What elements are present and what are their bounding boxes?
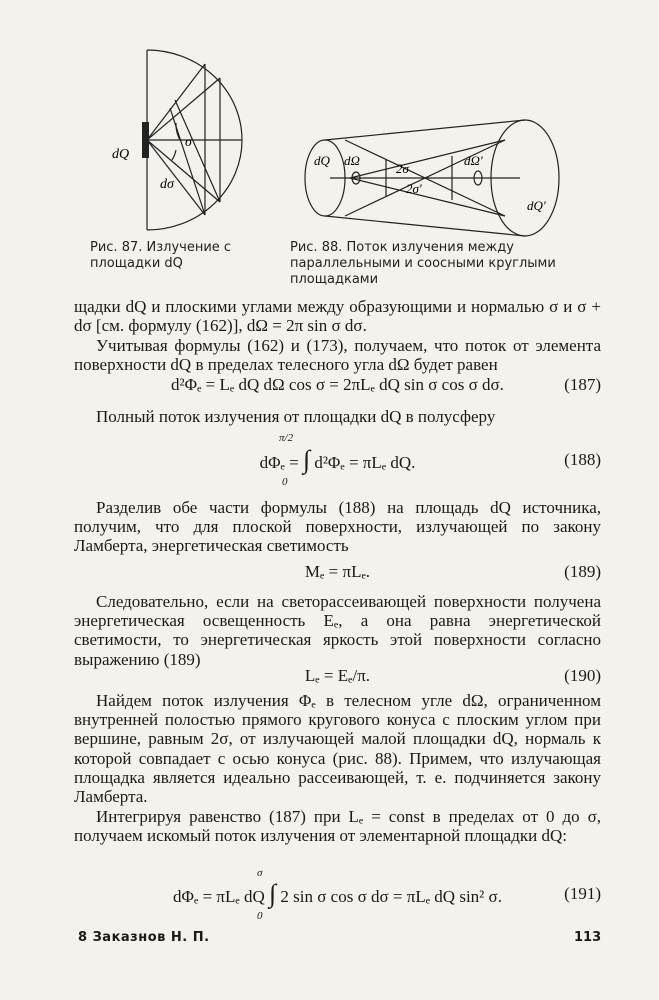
fig88-diagram — [305, 120, 559, 236]
paragraph-7 — [74, 807, 601, 845]
integral-sign-icon: ∫ — [269, 879, 277, 908]
fig88-label-2sigma: 2σ — [396, 161, 409, 176]
paragraph-6 — [74, 691, 601, 806]
paragraph-5 — [74, 592, 601, 669]
integral-sign-icon: ∫ — [302, 445, 311, 474]
paragraph-4-text: Разделив обе части формулы (188) на площадь dQ источника, получим, что для плоской поверхности, излучающей по закону Ламберта, энергетическая светимость — [74, 498, 601, 556]
equation-191-left: dΦₑ = πLₑ dQ — [173, 887, 265, 906]
equation-187 — [74, 373, 601, 397]
fig88-label-dq-prime: dQ' — [527, 198, 546, 213]
equation-191-body — [74, 879, 601, 909]
equation-188-right: d²Φₑ = πLₑ dQ. — [314, 453, 416, 472]
paragraph-1 — [74, 297, 601, 335]
equation-189 — [74, 560, 601, 584]
fig88-label-domega: dΩ — [344, 153, 360, 168]
equation-188-left: dΦₑ = — [259, 453, 299, 472]
footer-signature: 8 Заказнов Н. П. — [78, 930, 210, 945]
paragraph-2-text: Учитывая формулы (162) и (173), получаем, что поток от элемента поверхности dQ в пределах телесного угла dΩ будет равен — [74, 336, 601, 375]
equation-188 — [74, 432, 601, 488]
fig87-caption: Рис. 87. Излучение с площадки dQ — [90, 240, 232, 271]
equation-188-body — [74, 445, 601, 475]
paragraph-7-text: Интегрируя равенство (187) при Lₑ = const в пределах от 0 до σ, получаем искомый поток излучения от элементарной площадки dQ: — [74, 807, 601, 846]
equation-188-number: (188) — [564, 450, 601, 469]
fig88-caption: Рис. 88. Поток излучения между параллельными и соосными круглыми площадками — [290, 240, 556, 287]
equation-191-right: 2 sin σ cos σ dσ = πLₑ dQ sin² σ. — [280, 887, 502, 906]
paragraph-2 — [74, 336, 601, 374]
page-number: 113 — [574, 930, 602, 945]
equation-191-upper-limit: σ — [257, 867, 263, 879]
fig88-label-dq: dQ — [314, 153, 330, 168]
equation-188-upper-limit: π/2 — [279, 432, 294, 444]
equation-191-lower-limit: 0 — [257, 910, 263, 922]
paragraph-3-text: Полный поток излучения от площадки dQ в полусферу — [96, 407, 496, 426]
fig88-label-domega-prime: dΩ' — [464, 153, 483, 168]
equation-190 — [74, 664, 601, 688]
equation-188-lower-limit: 0 — [282, 476, 288, 488]
fig87-diagram — [142, 50, 242, 230]
equation-189-body: Mₑ = πLₑ. — [304, 562, 371, 581]
paragraph-3 — [74, 407, 601, 426]
paragraph-5-text: Следовательно, если на светорассеивающей поверхности получена энергетическая освещенность Eₑ, а она равна энергетической светимости, то энергетическая яркость этой поверхности согласно выражению (189) — [74, 592, 601, 669]
paragraph-1-text: щадки dQ и плоскими углами между образующими и нормалью σ и σ + dσ [см. формулу (162)], dΩ = 2π sin σ dσ. — [74, 297, 601, 336]
fig87-label-dsigma: dσ — [160, 177, 174, 192]
paragraph-4 — [74, 498, 601, 556]
equation-191-number: (191) — [564, 884, 601, 903]
fig87-label-dq: dQ — [112, 147, 130, 162]
equation-191 — [74, 867, 601, 922]
equation-190-body: Lₑ = Eₑ/π. — [304, 666, 371, 685]
equation-187-body: d²Φₑ = Lₑ dQ dΩ cos σ = 2πLₑ dQ sin σ cos σ dσ. — [171, 375, 504, 394]
fig87-label-sigma: σ — [185, 135, 192, 150]
paragraph-6-text: Найдем поток излучения Φₑ в телесном угле dΩ, ограниченном внутренней полостью прямого кругового конуса с плоским углом при вершине, равным 2σ, от излучающей малой площадки dQ, нормаль к которой совпадает с осью конуса (рис. 88). Примем, что излучающая площадка является идеально рассеивающей, т. е. подчиняется закону Ламберта. — [74, 691, 601, 807]
fig88-label-2sigma-prime: 2σ' — [406, 181, 422, 196]
equation-187-number: (187) — [564, 375, 601, 394]
equation-189-number: (189) — [564, 562, 601, 581]
equation-190-number: (190) — [564, 666, 601, 685]
